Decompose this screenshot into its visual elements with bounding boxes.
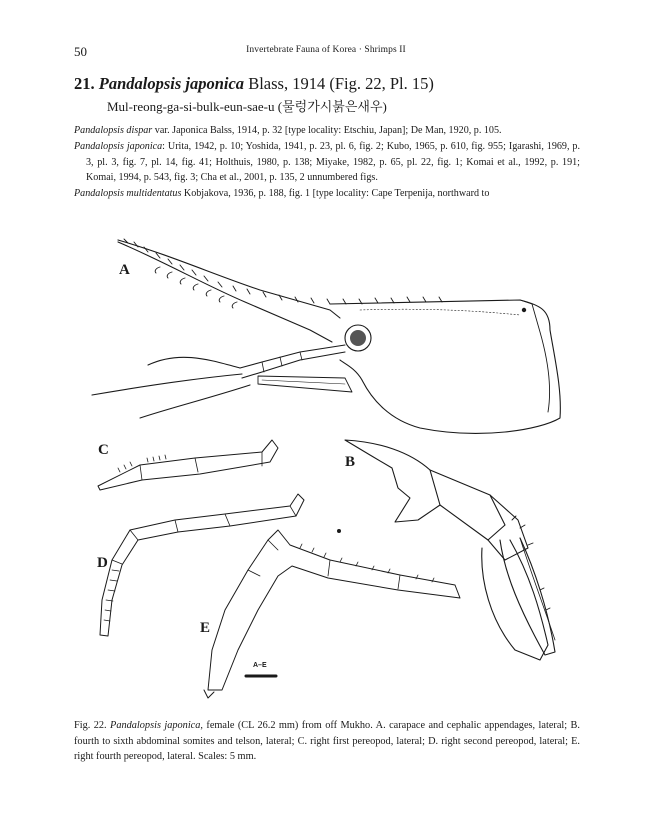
panel-label-b: B — [345, 454, 356, 470]
species-number: 21. — [74, 74, 95, 93]
panel-a-carapace-drawing — [92, 239, 560, 533]
panel-e-fourth-pereopod-drawing — [204, 530, 460, 698]
synonymy-text: var. Japonica Balss, 1914, p. 32 [type locality: Etschiu, Japan]; De Man, 1920, p. 105. — [152, 125, 502, 136]
korean-hangul: (물렁가시붉은새우) — [277, 99, 387, 114]
panel-label-a: A — [119, 262, 130, 278]
synonymy-list — [74, 123, 580, 202]
panel-label-e: E — [200, 620, 211, 636]
panel-b-abdomen-telson-drawing — [345, 440, 555, 660]
synonymy-entry — [74, 186, 580, 202]
species-authority: Blass, 1914 (Fig. 22, Pl. 15) — [248, 74, 434, 93]
figure-caption — [74, 718, 580, 765]
figure-22 — [0, 210, 652, 710]
synonymy-taxon: Pandalopsis japonica — [74, 140, 163, 152]
synonymy-entry — [74, 139, 580, 186]
synonymy-entry — [74, 123, 580, 139]
species-scientific-name: Pandalopsis japonica — [98, 74, 245, 93]
korean-name — [107, 96, 387, 115]
synonymy-taxon: Pandalopsis multidentatus — [74, 188, 182, 200]
synonymy-taxon: Pandalopsis dispar — [74, 125, 153, 136]
figure-drawing — [0, 210, 652, 710]
synonymy-text: : Urita, 1942, p. 10; Yoshida, 1941, p. 23, pl. 6, fig. 2; Kubo, 1965, p. 610, fig. 955; Igarashi, 1969, p. 3, pl. 3, fig. 7, pl. 14, fig. 41; Holthuis, 1980, p. 138; Miyake, 1982, p. 65, pl. 22, fig. 1; Komai et al., 1992, p. 191; Komai, 1994, p. 543, fig. 3; Cha et al., 2001, p. 135, 2 unnumbered figs. — [86, 140, 581, 184]
caption-taxon: Pandalopsis japonica — [110, 720, 201, 731]
caption-text: , female (CL 26.2 mm) from off Mukho. A. carapace and cephalic appendages, lateral; B. fourth to sixth abdominal somites and telson, lateral; C. right first pereopod, lateral; D. right second pereopod, lateral; E. right fourth pereopod, lateral. Scales: 5 mm. — [74, 720, 580, 762]
synonymy-text: Kobjakova, 1936, p. 188, fig. 1 [type locality: Cape Terpenija, northward to — [181, 188, 490, 200]
panel-d-second-pereopod-drawing — [100, 494, 304, 636]
running-header: Invertebrate Fauna of Korea · Shrimps II — [246, 45, 406, 55]
panel-label-c: C — [98, 442, 109, 458]
korean-romanized: Mul-reong-ga-si-bulk-eun-sae-u — [107, 99, 275, 114]
panel-c-first-pereopod-drawing — [98, 440, 278, 490]
scale-label: A–E — [253, 662, 267, 669]
caption-prefix: Fig. 22. — [74, 720, 111, 731]
panel-label-d: D — [97, 555, 108, 571]
page-number: 50 — [74, 44, 87, 59]
species-heading — [74, 74, 434, 94]
